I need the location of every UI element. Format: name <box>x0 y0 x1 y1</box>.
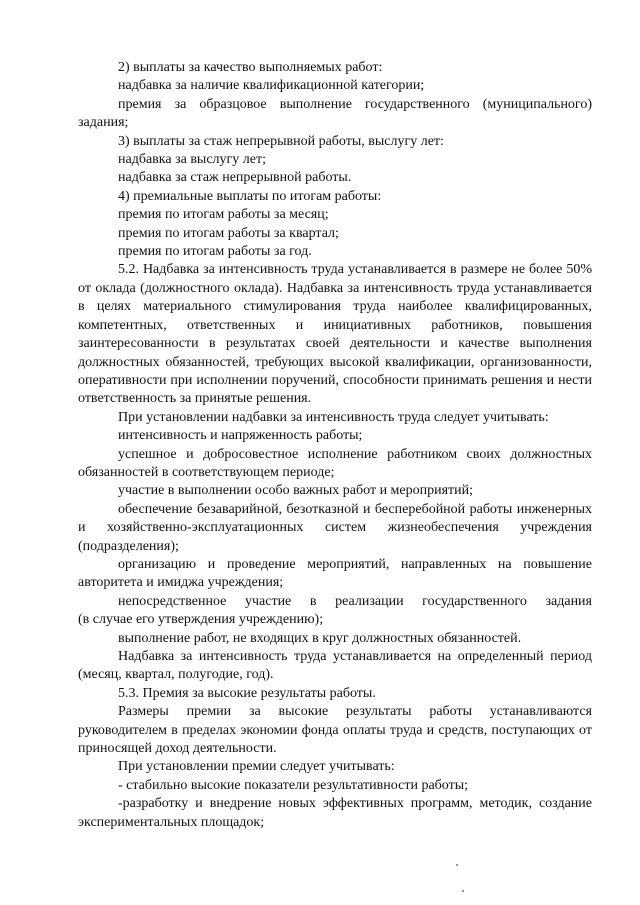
paragraph: Размеры премии за высокие результаты работы устанавливаются руководителем в пределах экономии фонда оплаты труда и средств, поступающих от приносящей доход деятельности. <box>78 704 592 757</box>
paragraph: 5.3. Премия за высокие результаты работы. <box>118 685 376 701</box>
paragraph: надбавка за выслугу лет; <box>118 152 266 168</box>
paragraph: 2) выплаты за качество выполняемых работ: <box>118 60 383 75</box>
paragraph: успешное и добросовестное исполнение работником своих должностных обязанностей в соответствующем периоде; <box>78 446 592 480</box>
paragraph: надбавка за наличие квалификационной категории; <box>118 78 425 94</box>
paragraph: (в случае его утверждения учреждению); <box>78 612 324 628</box>
paragraph: При установлении надбавки за интенсивность труда следует учитывать: <box>118 409 549 425</box>
paragraph: 4) премиальные выплаты по итогам работы: <box>118 188 382 204</box>
paragraph: 3) выплаты за стаж непрерывной работы, выслугу лет: <box>118 133 444 149</box>
paragraph: -разработку и внедрение новых эффективных программ, методик, создание экспериментальных площадок; <box>78 796 592 830</box>
paragraph: премия по итогам работы за год. <box>118 244 312 260</box>
paragraph: При установлении премии следует учитывать: <box>118 759 395 775</box>
paragraph: премия по итогам работы за месяц; <box>118 207 329 223</box>
scan-speck <box>456 864 458 866</box>
paragraph: выполнение работ, не входящих в круг должностных обязанностей. <box>118 630 522 646</box>
paragraph: надбавка за стаж непрерывной работы. <box>118 170 352 186</box>
paragraph: премия по итогам работы за квартал; <box>118 225 339 241</box>
paragraph: интенсивность и напряженность работы; <box>118 428 363 444</box>
paragraph: участие в выполнении особо важных работ и мероприятий; <box>118 483 474 499</box>
scan-speck <box>462 890 464 892</box>
paragraph: Надбавка за интенсивность труда устанавливается на определенный период (месяц, квартал, полугодие, год). <box>78 649 592 683</box>
paragraph: обеспечение безаварийной, безотказной и бесперебойной работы инженерных и хозяйственно-эксплуатационных систем жизнеобеспечения учреждения (подразделения); <box>78 501 592 554</box>
paragraph: 5.2. Надбавка за интенсивность труда устанавливается в размере не более 50% от оклада (должностного оклада). Надбавка за интенсивность труда устанавливается в целях материального стимулирования труда наиболее квалифицированных, компетентных, ответственных и инициативных работников, повышения заинтересованности в результатах своей деятельности и качестве выполнения должностных обязанностей, требующих высокой квалификации, организованности, оперативности при исполнении поручений, способности принимать решения и нести ответственность за принятые решения. <box>78 262 592 407</box>
paragraph: непосредственное участие в реализации государственного задания <box>118 593 592 609</box>
paragraph: организацию и проведение мероприятий, направленных на повышение авторитета и имиджа учреждения; <box>78 556 592 591</box>
paragraph: - стабильно высокие показатели результативности работы; <box>118 777 469 793</box>
paragraph: премия за образцовое выполнение государственного (муниципального) задания; <box>78 96 592 131</box>
document-body <box>78 59 592 832</box>
